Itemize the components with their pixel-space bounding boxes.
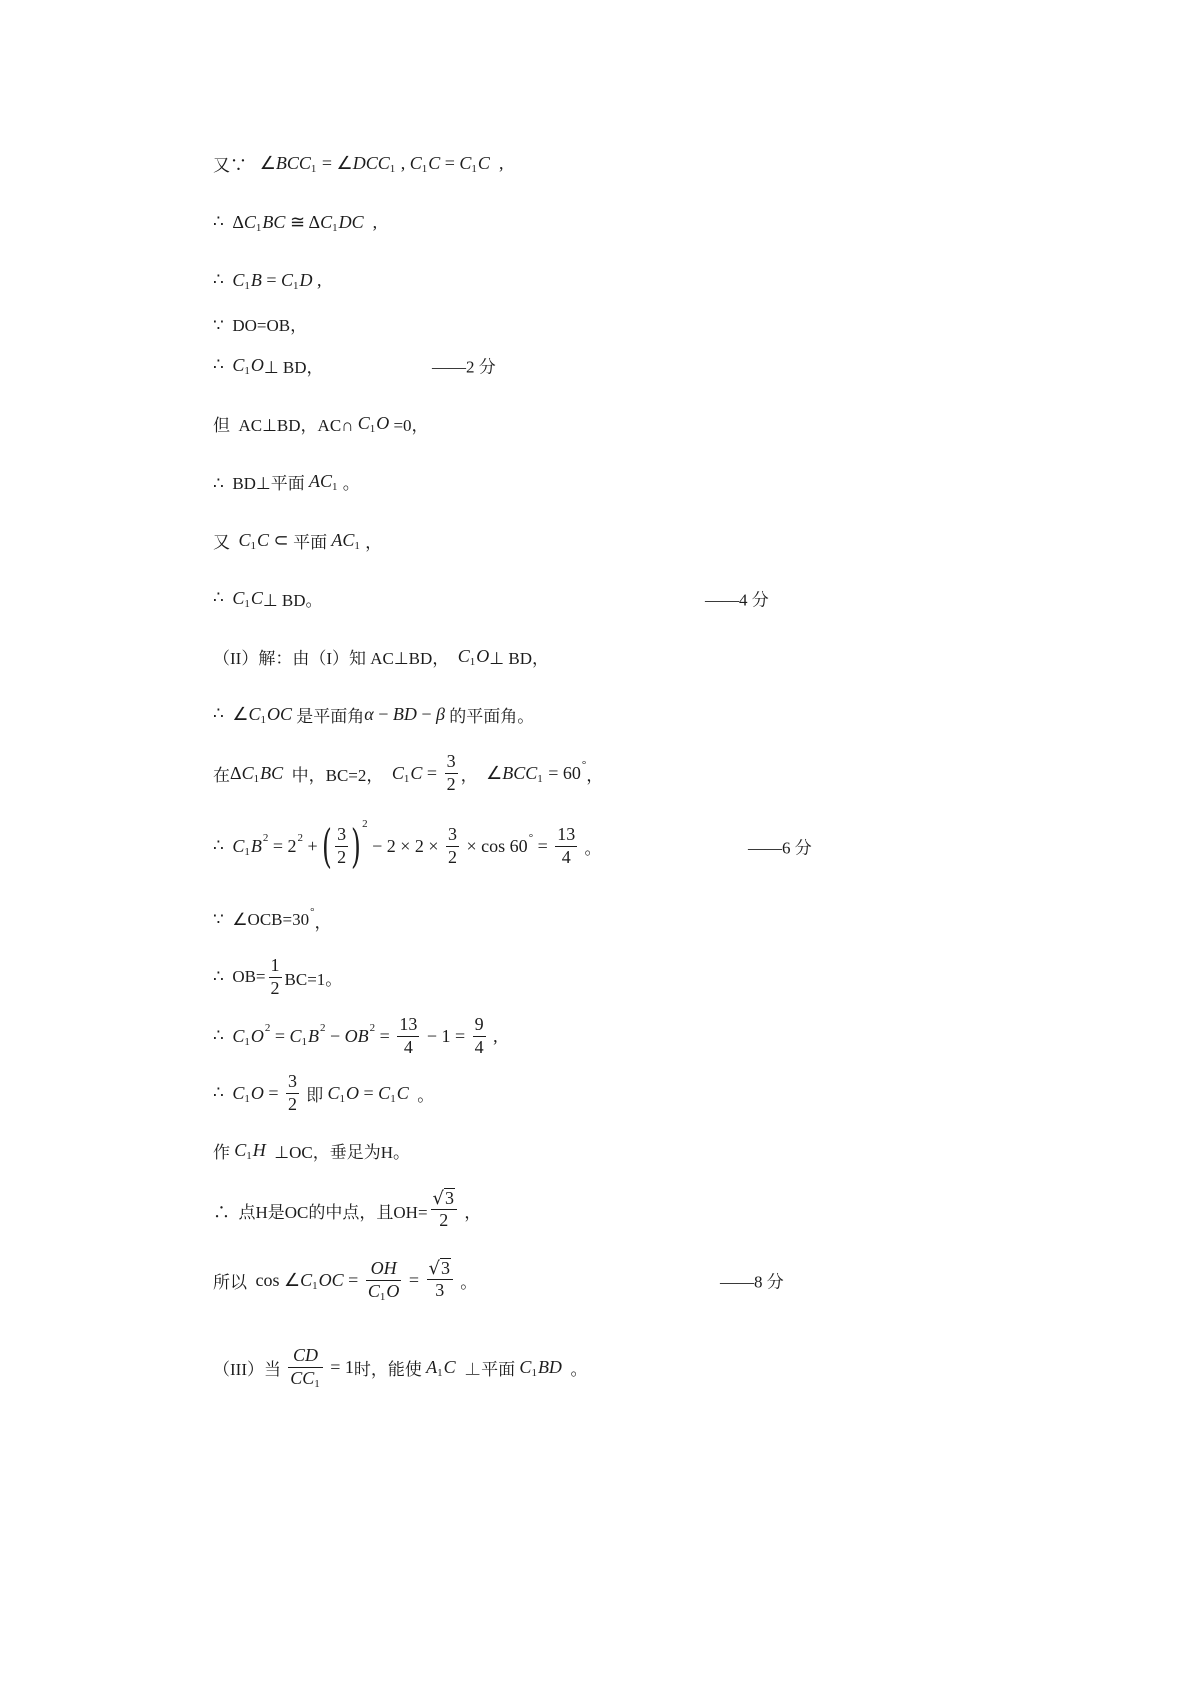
math-symbol: 2 <box>448 846 458 867</box>
fraction-denominator <box>366 1280 402 1303</box>
fraction-denominator <box>445 773 458 796</box>
math-symbol: 3 <box>446 750 456 771</box>
fraction-numerator <box>431 1188 457 1209</box>
fraction <box>427 1258 453 1301</box>
math-symbol: ∠ <box>232 703 249 724</box>
math-variable: O <box>386 1280 400 1301</box>
superscript: ° <box>310 906 315 918</box>
square-root <box>429 1258 451 1279</box>
math-symbol: + <box>303 835 323 856</box>
solution-line <box>213 1175 481 1245</box>
subscript: 1 <box>253 773 260 785</box>
fraction <box>286 1071 299 1115</box>
math-symbol: − 1 = <box>422 1025 470 1046</box>
fraction-numerator <box>397 1014 419 1036</box>
text-run: ∴ <box>213 355 233 374</box>
score-mark: ——8 分 <box>720 1272 784 1292</box>
math-variable: C <box>378 1082 391 1103</box>
subscript: 1 <box>260 714 266 726</box>
math-symbol: , <box>396 152 410 173</box>
fraction-denominator <box>269 977 282 1000</box>
math-symbol: − <box>325 1025 345 1046</box>
math-variable: DCC <box>352 152 390 173</box>
math-variable: C <box>234 1139 247 1160</box>
math-symbol: 3 <box>435 1280 445 1301</box>
math-variable: C <box>300 1269 313 1290</box>
text-run: ∴ BD⊥平面 <box>213 473 309 493</box>
text-run: 但 AC⊥BD，AC∩ <box>213 415 358 435</box>
subscript: 1 <box>531 1367 537 1379</box>
text-run: 又 <box>213 532 239 552</box>
math-variable: C <box>410 762 423 783</box>
fraction-denominator <box>446 846 459 869</box>
math-variable: C <box>477 152 490 173</box>
math-symbol: = <box>533 835 553 856</box>
math-symbol: = <box>270 1025 290 1046</box>
solution-line <box>213 1245 784 1315</box>
math-variable: C <box>519 1356 532 1377</box>
math-symbol: 4 <box>474 1036 484 1057</box>
math-variable: O <box>346 1082 360 1103</box>
math-symbol: − 2 × 2 × <box>367 835 444 856</box>
math-symbol: = <box>422 762 442 783</box>
math-symbol: , <box>363 211 378 232</box>
score-mark: ——4 分 <box>705 590 769 610</box>
math-variable: C <box>232 587 245 608</box>
math-symbol: ⊂ <box>269 529 294 550</box>
text-run: ∴ <box>213 704 233 723</box>
fraction-numerator <box>445 751 458 773</box>
text-run: ∴ <box>213 270 233 289</box>
math-variable: C <box>428 152 441 173</box>
math-variable: AC <box>309 470 333 491</box>
subscript: 1 <box>332 222 338 234</box>
math-variable: C <box>248 703 261 724</box>
text-run: ， <box>460 1202 482 1222</box>
text-run: ⊥OC，垂足为H。 <box>265 1142 410 1162</box>
subscript: 1 <box>389 163 396 175</box>
math-variable: A <box>426 1356 438 1377</box>
text-run: 的平面角。 <box>444 706 535 726</box>
math-symbol: = <box>261 269 281 290</box>
text-run: （III）当 <box>213 1359 286 1379</box>
text-run: 所以 <box>213 1272 256 1292</box>
subscript: 1 <box>369 423 376 435</box>
math-variable: B <box>308 1025 320 1046</box>
fraction-numerator <box>286 1071 299 1093</box>
math-variable: B <box>250 269 262 290</box>
fraction-numerator <box>473 1014 486 1036</box>
math-variable: OC <box>318 1269 344 1290</box>
fraction-denominator <box>431 1209 457 1232</box>
text-run: ∴ <box>213 588 233 607</box>
square-root <box>433 1188 455 1209</box>
math-variable: CC <box>290 1367 315 1388</box>
math-variable: C <box>232 1082 245 1103</box>
math-symbol: 3 <box>337 823 347 844</box>
math-variable: OB <box>344 1025 369 1046</box>
text-run: 。 <box>408 1085 435 1105</box>
math-variable: C <box>459 152 472 173</box>
text-run: ⊥ BD， <box>263 357 324 377</box>
math-symbol: , <box>488 1025 498 1046</box>
math-variable: C <box>232 354 245 375</box>
math-symbol: ∠ <box>486 762 503 783</box>
fraction-denominator <box>397 1036 419 1059</box>
math-symbol: = 2 <box>268 835 297 856</box>
math-variable: BD <box>392 703 417 724</box>
fraction-denominator <box>473 1036 486 1059</box>
fraction-numerator <box>288 1345 323 1367</box>
math-variable: D <box>299 269 313 290</box>
subscript: 1 <box>244 280 250 292</box>
subscript: 1 <box>314 1377 320 1390</box>
math-symbol: 2 <box>337 846 347 867</box>
subscript: 1 <box>537 773 543 785</box>
fraction-numerator <box>269 955 282 977</box>
math-variable: C <box>232 835 245 856</box>
math-symbol: = <box>440 152 460 173</box>
text-run: 时，能使 <box>353 1359 427 1379</box>
math-symbol: , <box>312 269 322 290</box>
superscript: 2 <box>320 1022 326 1034</box>
fraction-numerator <box>446 824 459 846</box>
text-run: （II）解：由（I）知 AC⊥BD， <box>213 648 458 668</box>
math-variable: C <box>241 762 254 783</box>
superscript: 2 <box>362 818 368 830</box>
solution-line <box>213 1332 587 1402</box>
text-run: 。 <box>455 1272 478 1292</box>
fraction-numerator <box>427 1258 453 1279</box>
math-symbol: − <box>416 703 437 724</box>
math-symbol: cos ∠ <box>255 1269 301 1290</box>
math-variable: C <box>281 269 294 290</box>
math-variable: C <box>409 152 422 173</box>
subscript: 1 <box>244 846 250 858</box>
fraction <box>473 1014 486 1058</box>
math-symbol: = <box>263 1082 283 1103</box>
text-run: 。 <box>580 838 602 858</box>
math-symbol: 3 <box>448 823 458 844</box>
fraction <box>366 1258 402 1302</box>
fraction-numerator <box>335 824 348 846</box>
math-variable: BC <box>260 762 284 783</box>
subscript: 1 <box>301 1036 308 1048</box>
text-run: ∴ <box>213 1083 233 1102</box>
fraction <box>555 824 577 868</box>
fraction <box>269 955 282 999</box>
fraction-denominator <box>335 846 348 869</box>
text-run: ⊥ BD， <box>489 648 549 668</box>
math-symbol: = <box>404 1269 424 1290</box>
text-run: ， <box>586 765 604 785</box>
math-symbol: = <box>375 1025 395 1046</box>
text-run: BC=1。 <box>284 969 343 989</box>
fraction <box>431 1188 457 1231</box>
subscript: 1 <box>469 656 476 668</box>
math-variable: β <box>436 703 445 724</box>
math-variable: BC <box>262 211 286 232</box>
math-symbol: ≅ Δ <box>285 211 321 232</box>
superscript: 2 <box>262 832 269 844</box>
text-run: ∴ <box>213 212 233 231</box>
math-symbol: 2 <box>270 977 280 998</box>
subscript: 1 <box>354 540 360 552</box>
math-variable: O <box>250 1025 264 1046</box>
math-symbol: 13 <box>557 823 576 844</box>
math-symbol: 2 <box>439 1210 449 1231</box>
radicand: 3 <box>445 1188 455 1209</box>
math-symbol: × cos 60 <box>462 835 528 856</box>
math-symbol: = <box>359 1082 379 1103</box>
math-symbol: 9 <box>474 1013 484 1034</box>
math-variable: C <box>391 762 404 783</box>
text-run: ⊥ BD。 <box>262 590 323 610</box>
math-symbol: Δ <box>232 211 244 232</box>
text-run: 中，BC=2， <box>283 765 392 785</box>
math-variable: O <box>250 354 264 375</box>
math-variable: DC <box>338 211 364 232</box>
math-variable: C <box>443 1356 456 1377</box>
fraction <box>288 1345 323 1389</box>
subscript: 1 <box>250 540 257 552</box>
math-variable: H <box>252 1139 266 1160</box>
text-run: ， <box>360 532 383 552</box>
text-run: ， <box>314 912 332 932</box>
text-run: =0， <box>389 415 429 435</box>
text-run: 是平面角 <box>292 706 365 726</box>
subscript: 1 <box>244 1093 250 1105</box>
score-mark: ——6 分 <box>748 838 812 858</box>
superscript: ° <box>581 759 587 771</box>
math-variable: C <box>320 211 333 232</box>
math-variable: OH <box>370 1257 397 1278</box>
fraction-denominator <box>288 1367 323 1390</box>
math-symbol: ∠ <box>259 152 276 173</box>
subscript: 1 <box>471 163 477 175</box>
math-symbol: 3 <box>288 1070 297 1091</box>
subscript: 1 <box>421 163 428 175</box>
subscript: 1 <box>310 163 317 175</box>
subscript: 1 <box>312 1280 318 1292</box>
subscript: 1 <box>390 1093 396 1105</box>
math-variable: OC <box>266 703 292 724</box>
math-variable: C <box>457 645 470 666</box>
math-variable: C <box>232 269 245 290</box>
fraction <box>446 824 459 868</box>
subscript: 1 <box>293 280 299 292</box>
solution-line <box>213 811 812 881</box>
text-run: 又∵ <box>213 155 260 175</box>
text-run: ∴ <box>213 1026 233 1045</box>
subscript: 1 <box>403 773 410 785</box>
math-symbol: , <box>489 152 504 173</box>
radicand: 3 <box>440 1258 450 1279</box>
math-variable: BCC <box>275 152 311 173</box>
math-symbol: = ∠ <box>317 152 353 173</box>
subscript: 1 <box>437 1367 443 1379</box>
math-symbol: 4 <box>403 1036 413 1057</box>
math-symbol: 1 <box>270 954 280 975</box>
fraction-numerator <box>366 1258 402 1280</box>
text-run: ∴ OB= <box>213 967 266 986</box>
math-variable: C <box>289 1025 302 1046</box>
big-parenthesis: ( <box>322 819 333 873</box>
math-variable: C <box>357 412 370 433</box>
math-variable: C <box>238 529 251 550</box>
math-variable: C <box>367 1280 380 1301</box>
fraction-numerator <box>555 824 577 846</box>
superscript: 2 <box>264 1022 271 1034</box>
math-variable: AC <box>331 529 355 550</box>
math-variable: C <box>327 1082 340 1103</box>
math-variable: C <box>243 211 256 232</box>
math-symbol: 2 <box>288 1093 297 1114</box>
text-run: 平面 <box>293 532 332 552</box>
fraction-denominator <box>427 1279 453 1302</box>
fraction <box>445 751 458 795</box>
math-variable: C <box>250 587 263 608</box>
fraction-denominator <box>286 1093 299 1116</box>
math-variable: O <box>476 645 490 666</box>
math-symbol: − <box>373 703 393 724</box>
subscript: 1 <box>244 598 250 610</box>
text-run: ∵ DO=OB， <box>213 315 308 335</box>
radical-sign-icon: √ <box>432 1188 445 1210</box>
math-symbol: = 1 <box>325 1356 354 1377</box>
text-run: ∴ 点H是OC的中点，且OH= <box>213 1202 428 1222</box>
text-run: ⊥平面 <box>455 1359 520 1379</box>
radical-sign-icon: √ <box>428 1258 440 1280</box>
math-symbol: Δ <box>230 762 242 783</box>
math-symbol: 4 <box>561 846 571 867</box>
text-run: ， <box>460 765 487 785</box>
subscript: 1 <box>332 481 338 493</box>
math-variable: C <box>232 1025 245 1046</box>
fraction-denominator <box>555 846 577 869</box>
math-variable: O <box>250 1082 264 1103</box>
math-variable: B <box>250 835 262 856</box>
superscript: ° <box>528 832 534 844</box>
math-symbol: 13 <box>399 1013 418 1034</box>
subscript: 1 <box>339 1093 346 1105</box>
subscript: 1 <box>255 222 262 234</box>
math-variable: α <box>364 703 374 724</box>
big-parenthesis: ) <box>351 819 362 873</box>
math-variable: CD <box>292 1344 318 1365</box>
fraction <box>397 1014 419 1058</box>
score-mark: ——2 分 <box>432 357 496 377</box>
math-variable: C <box>257 529 270 550</box>
math-symbol: = 60 <box>543 762 581 783</box>
text-run: 在 <box>213 765 230 785</box>
subscript: 1 <box>246 1150 252 1162</box>
subscript: 1 <box>244 365 250 377</box>
math-variable: O <box>376 412 390 433</box>
text-run: 。 <box>561 1359 588 1379</box>
superscript: 2 <box>369 1022 376 1034</box>
math-symbol: 2 <box>446 773 456 794</box>
fraction <box>335 824 348 868</box>
superscript: 2 <box>297 832 303 844</box>
text-run: ∵ ∠OCB=30 <box>213 910 310 929</box>
text-run: 作 <box>213 1142 235 1162</box>
math-variable: C <box>396 1082 409 1103</box>
math-variable: BD <box>537 1356 562 1377</box>
subscript: 1 <box>379 1290 386 1303</box>
math-variable: BCC <box>502 762 538 783</box>
text-run: ∴ <box>213 836 233 855</box>
subscript: 1 <box>244 1036 250 1048</box>
text-run: 。 <box>338 473 360 493</box>
text-run: 即 <box>302 1085 328 1105</box>
solution-line <box>213 738 603 808</box>
math-symbol: = <box>343 1269 363 1290</box>
